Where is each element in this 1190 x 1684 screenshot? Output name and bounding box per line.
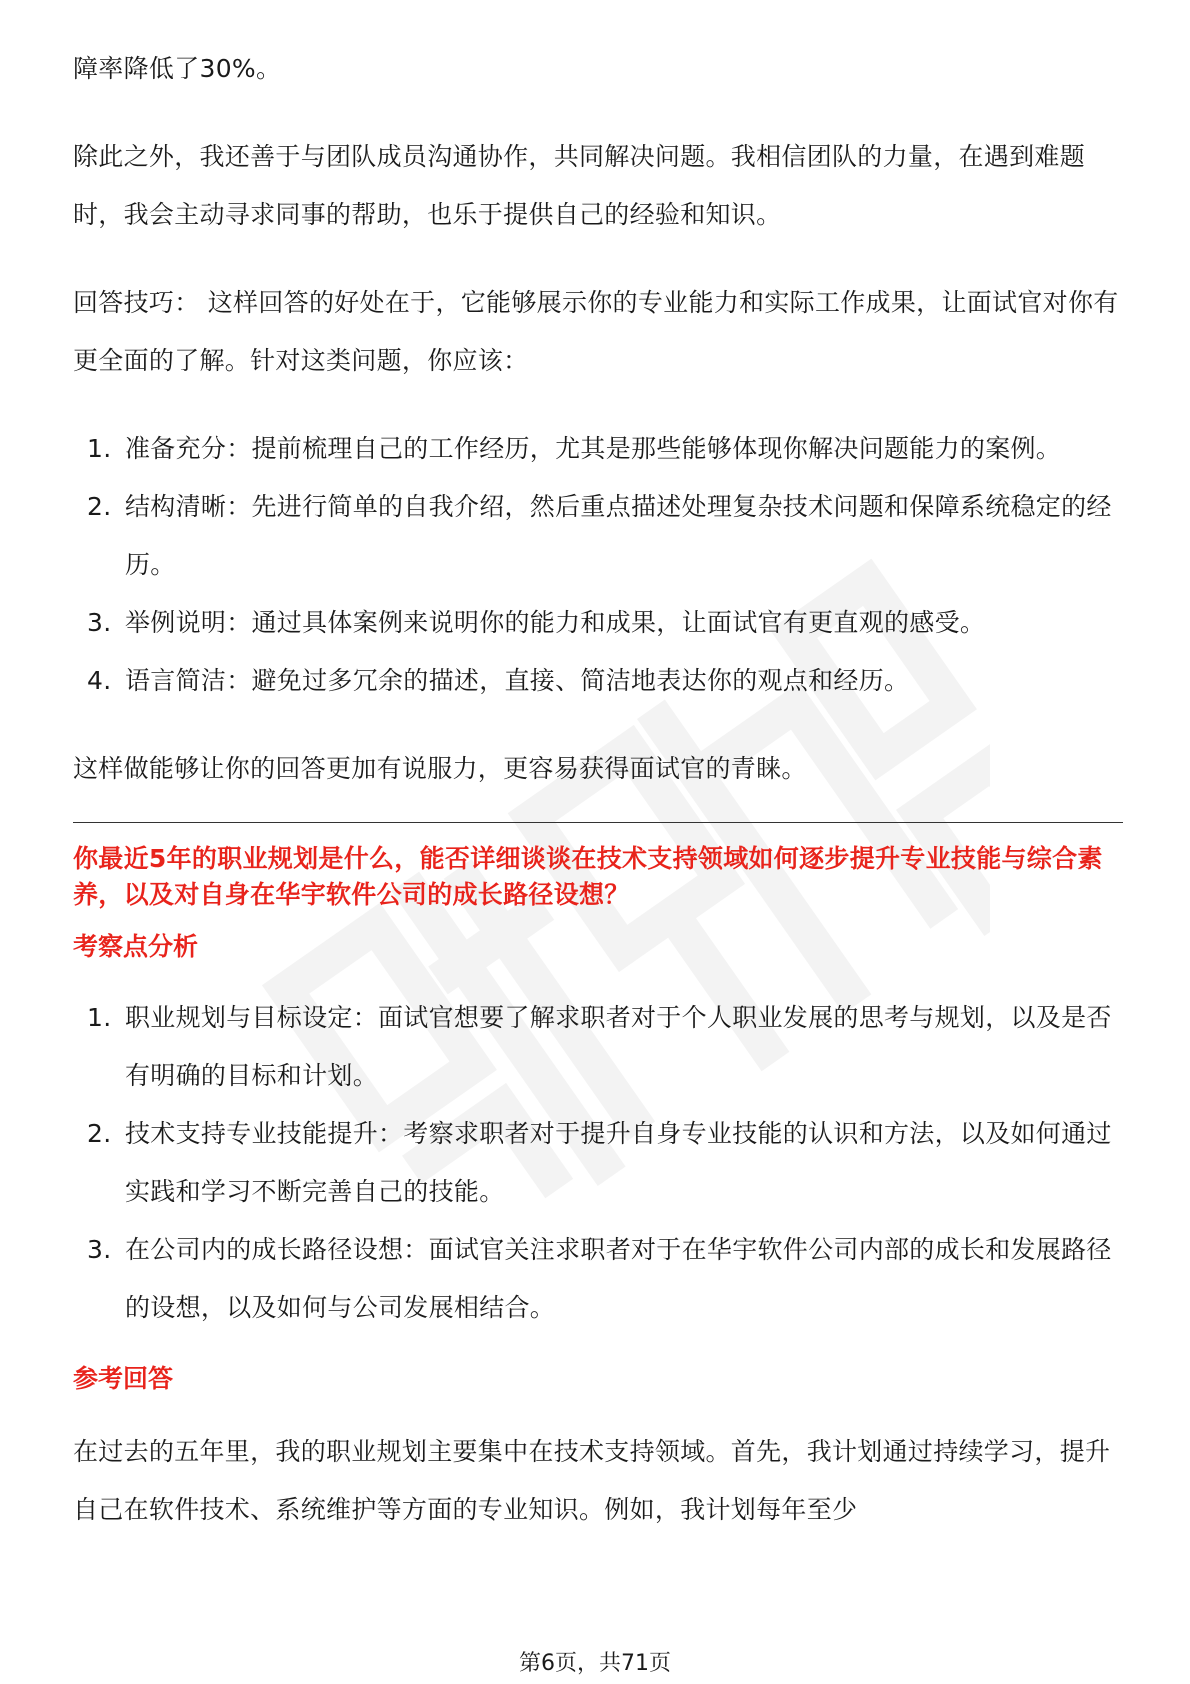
paragraph-closing: 这样做能够让你的回答更加有说服力，更容易获得面试官的青睐。 <box>73 754 807 783</box>
tips-list <box>73 420 1123 710</box>
list-number: 3. <box>87 608 112 637</box>
list-item-text: 准备充分：提前梳理自己的工作经历，尤其是那些能够体现你解决问题能力的案例。 <box>125 434 1062 463</box>
paragraph-answer-tips: 回答技巧： 这样回答的好处在于，它能够展示你的专业能力和实际工作成果，让面试官对你有更全面的了解。针对这类问题，你应该： <box>73 288 1119 375</box>
list-item-text: 技术支持专业技能提升：考察求职者对于提升自身专业技能的认识和方法，以及如何通过实践和学习不断完善自己的技能。 <box>125 1119 1112 1206</box>
paragraph-continued: 障率降低了30%。 <box>73 54 282 83</box>
list-number: 1. <box>87 434 112 463</box>
list-item <box>73 1105 1123 1221</box>
section-divider <box>73 822 1123 823</box>
document-page <box>73 40 1123 1539</box>
list-number: 4. <box>87 666 112 695</box>
list-item <box>73 652 1123 710</box>
list-item-text: 职业规划与目标设定：面试官想要了解求职者对于个人职业发展的思考与规划，以及是否有明确的目标和计划。 <box>125 1003 1112 1090</box>
analysis-list <box>73 989 1123 1337</box>
list-item-text: 语言简洁：避免过多冗余的描述，直接、简洁地表达你的观点和经历。 <box>125 666 910 695</box>
answer-heading: 参考回答 <box>73 1364 174 1393</box>
list-number: 2. <box>87 1119 112 1148</box>
interview-question: 你最近5年的职业规划是什么，能否详细谈谈在技术支持领域如何逐步提升专业技能与综合素养，以及对自身在华宇软件公司的成长路径设想？ <box>73 844 1103 909</box>
paragraph-teamwork: 除此之外，我还善于与团队成员沟通协作，共同解决问题。我相信团队的力量，在遇到难题时，我会主动寻求同事的帮助，也乐于提供自己的经验和知识。 <box>73 142 1086 229</box>
list-item-text: 在公司内的成长路径设想：面试官关注求职者对于在华宇软件公司内部的成长和发展路径的设想，以及如何与公司发展相结合。 <box>125 1235 1112 1322</box>
list-item <box>73 420 1123 478</box>
list-item <box>73 989 1123 1105</box>
list-item-text: 举例说明：通过具体案例来说明你的能力和成果，让面试官有更直观的感受。 <box>125 608 986 637</box>
list-item-text: 结构清晰：先进行简单的自我介绍，然后重点描述处理复杂技术问题和保障系统稳定的经历。 <box>125 492 1112 579</box>
list-item <box>73 478 1123 594</box>
analysis-heading: 考察点分析 <box>73 932 199 961</box>
list-number: 3. <box>87 1235 112 1264</box>
list-number: 2. <box>87 492 112 521</box>
list-item <box>73 1221 1123 1337</box>
page-footer: 第6页，共71页 <box>519 1651 671 1676</box>
paragraph-reference-answer: 在过去的五年里，我的职业规划主要集中在技术支持领域。首先，我计划通过持续学习，提升自己在软件技术、系统维护等方面的专业知识。例如，我计划每年至少 <box>73 1437 1111 1524</box>
list-number: 1. <box>87 1003 112 1032</box>
list-item <box>73 594 1123 652</box>
